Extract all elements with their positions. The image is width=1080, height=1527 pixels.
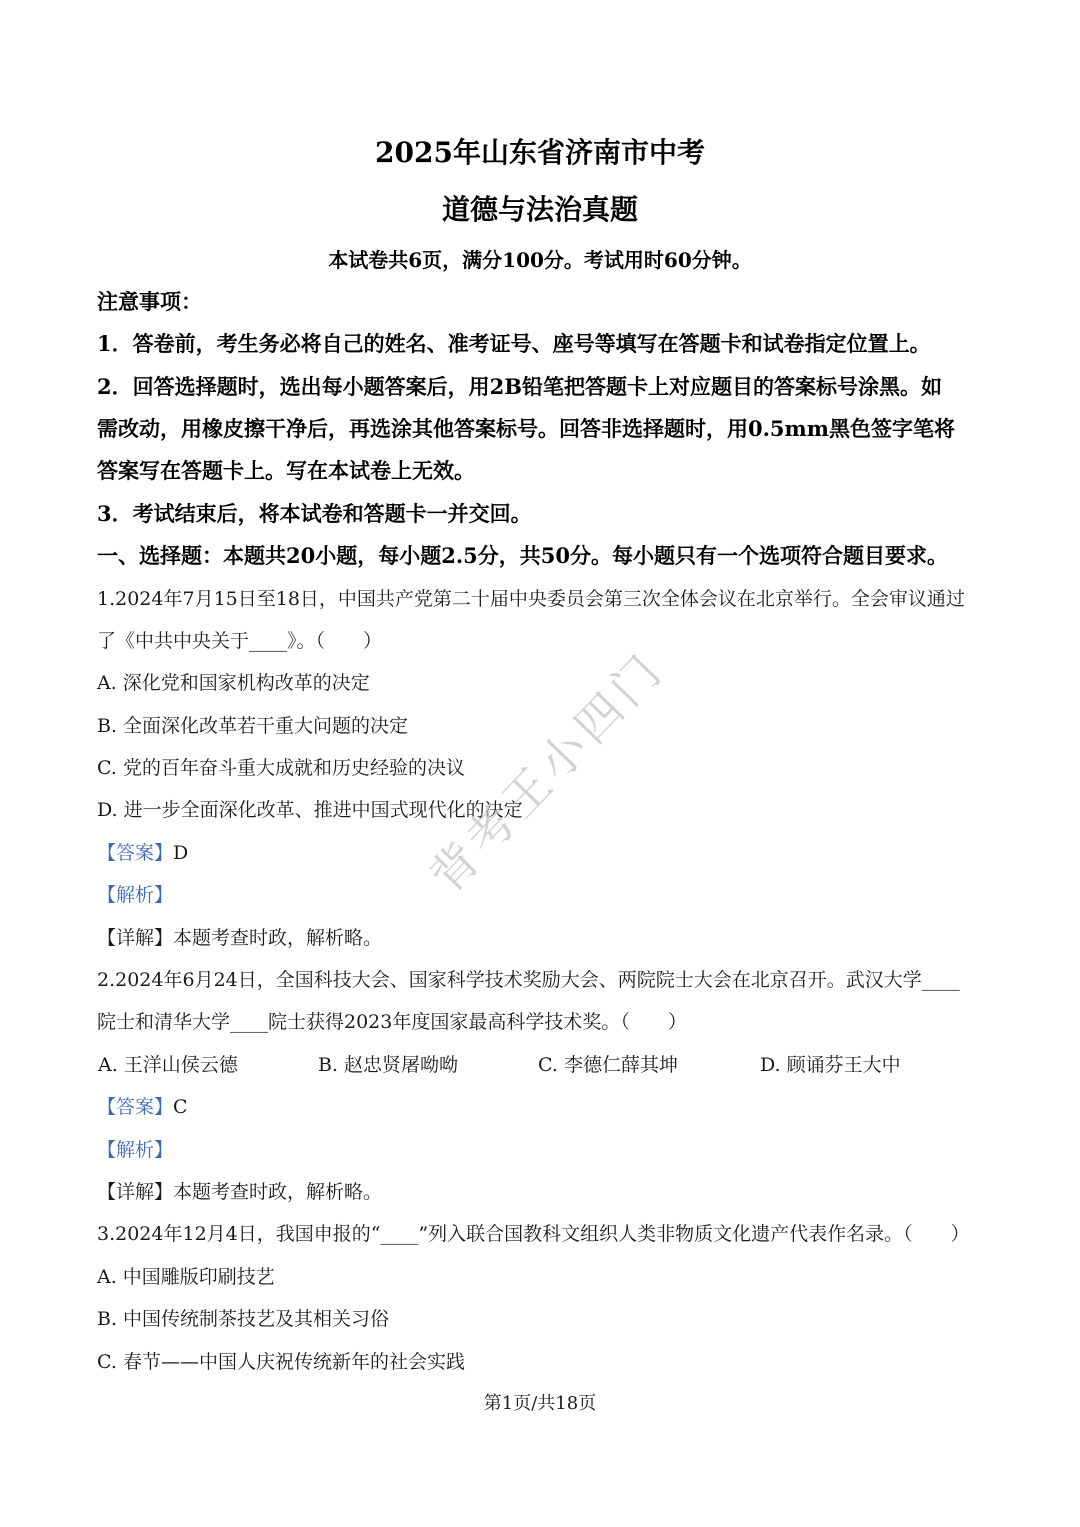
detail-row (97, 1171, 987, 1213)
option-c: C. 党的百年奋斗重大成就和历史经验的决议 (97, 757, 465, 780)
question-3 (97, 1213, 987, 1383)
notes-line-2: 2．回答选择题时，选出每小题答案后，用2B铅笔把答题卡上对应题目的答案标号涂黑。如 (97, 373, 942, 399)
option-b: B. 赵忠贤屠呦呦 (318, 1053, 459, 1076)
exam-info: 本试卷共6页，满分100分。考试用时60分钟。 (328, 248, 752, 272)
detail-label: 【详解】 (97, 926, 174, 949)
option-d: D. 进一步全面深化改革、推进中国式现代化的决定 (97, 799, 523, 822)
detail-row (97, 917, 987, 959)
notes-line-4: 答案写在答题卡上。写在本试卷上无效。 (97, 458, 475, 484)
analysis-row (97, 874, 987, 916)
detail-label: 【详解】 (97, 1181, 174, 1203)
option-c: C. 春节——中国人庆祝传统新年的社会实践 (97, 1350, 465, 1373)
answer-label: 【答案】 (97, 841, 174, 864)
option-a: A. 中国雕版印刷技艺 (97, 1265, 275, 1288)
question-stem: 了《中共中央关于____》。（ ） (97, 629, 383, 652)
detail-text: 本题考查时政，解析略。 (173, 926, 383, 949)
analysis-label: 【解析】 (97, 884, 174, 907)
options-row (97, 1044, 987, 1086)
detail-text: 本题考查时政，解析略。 (173, 1181, 383, 1203)
answer-row (97, 1086, 987, 1128)
option-a: A. 王洋山侯云德 (98, 1053, 238, 1076)
answer-value: D (173, 841, 189, 864)
question-stem: 1.2024年7月15日至18日，中国共产党第二十届中央委员会第三次全体会议在北京举行。全会审议通过 (97, 587, 965, 610)
watermark: 背考王小四门 (419, 641, 675, 904)
notes-line-5: 3．考试结束后，将本试卷和答题卡一并交回。 (97, 500, 532, 526)
option-b: B. 全面深化改革若干重大问题的决定 (97, 714, 409, 737)
exam-body (97, 281, 987, 1383)
option-b: B. 中国传统制茶技艺及其相关习俗 (97, 1308, 390, 1331)
section-heading: 一、选择题：本题共20小题，每小题2.5分，共50分。每小题只有一个选项符合题目要求。 (97, 543, 948, 569)
analysis-row (97, 1129, 987, 1171)
notes-line-3: 需改动，用橡皮擦干净后，再选涂其他答案标号。回答非选择题时，用0.5mm黑色签字笔将 (97, 415, 955, 441)
option-d: D. 顾诵芬王大中 (760, 1053, 901, 1076)
question-stem: 3.2024年12月4日，我国申报的“____”列入联合国教科文组织人类非物质文化遗产代表作名录。（ ） (97, 1223, 970, 1246)
notes-line-1: 1．答卷前，考生务必将自己的姓名、准考证号、座号等填写在答题卡和试卷指定位置上。 (97, 331, 931, 357)
exam-title: 2025年山东省济南市中考 (375, 136, 705, 169)
page-number: 第1页/共18页 (483, 1393, 597, 1414)
answer-value: C (173, 1096, 188, 1119)
answer-label: 【答案】 (97, 1096, 174, 1119)
analysis-label: 【解析】 (97, 1138, 174, 1161)
option-a: A. 深化党和国家机构改革的决定 (97, 672, 370, 695)
question-stem: 2.2024年6月24日，全国科技大会、国家科学技术奖励大会、两院院士大会在北京召开。武汉大学____ (97, 969, 960, 992)
question-1 (97, 578, 987, 960)
question-2 (97, 959, 987, 1213)
option-c: C. 李德仁薛其坤 (538, 1053, 678, 1076)
notes-heading: 注意事项： (97, 288, 202, 314)
question-stem: 院士和清华大学____院士获得2023年度国家最高科学技术奖。（ ） (97, 1011, 687, 1034)
answer-row (97, 832, 987, 874)
exam-subject-title: 道德与法治真题 (441, 193, 638, 226)
